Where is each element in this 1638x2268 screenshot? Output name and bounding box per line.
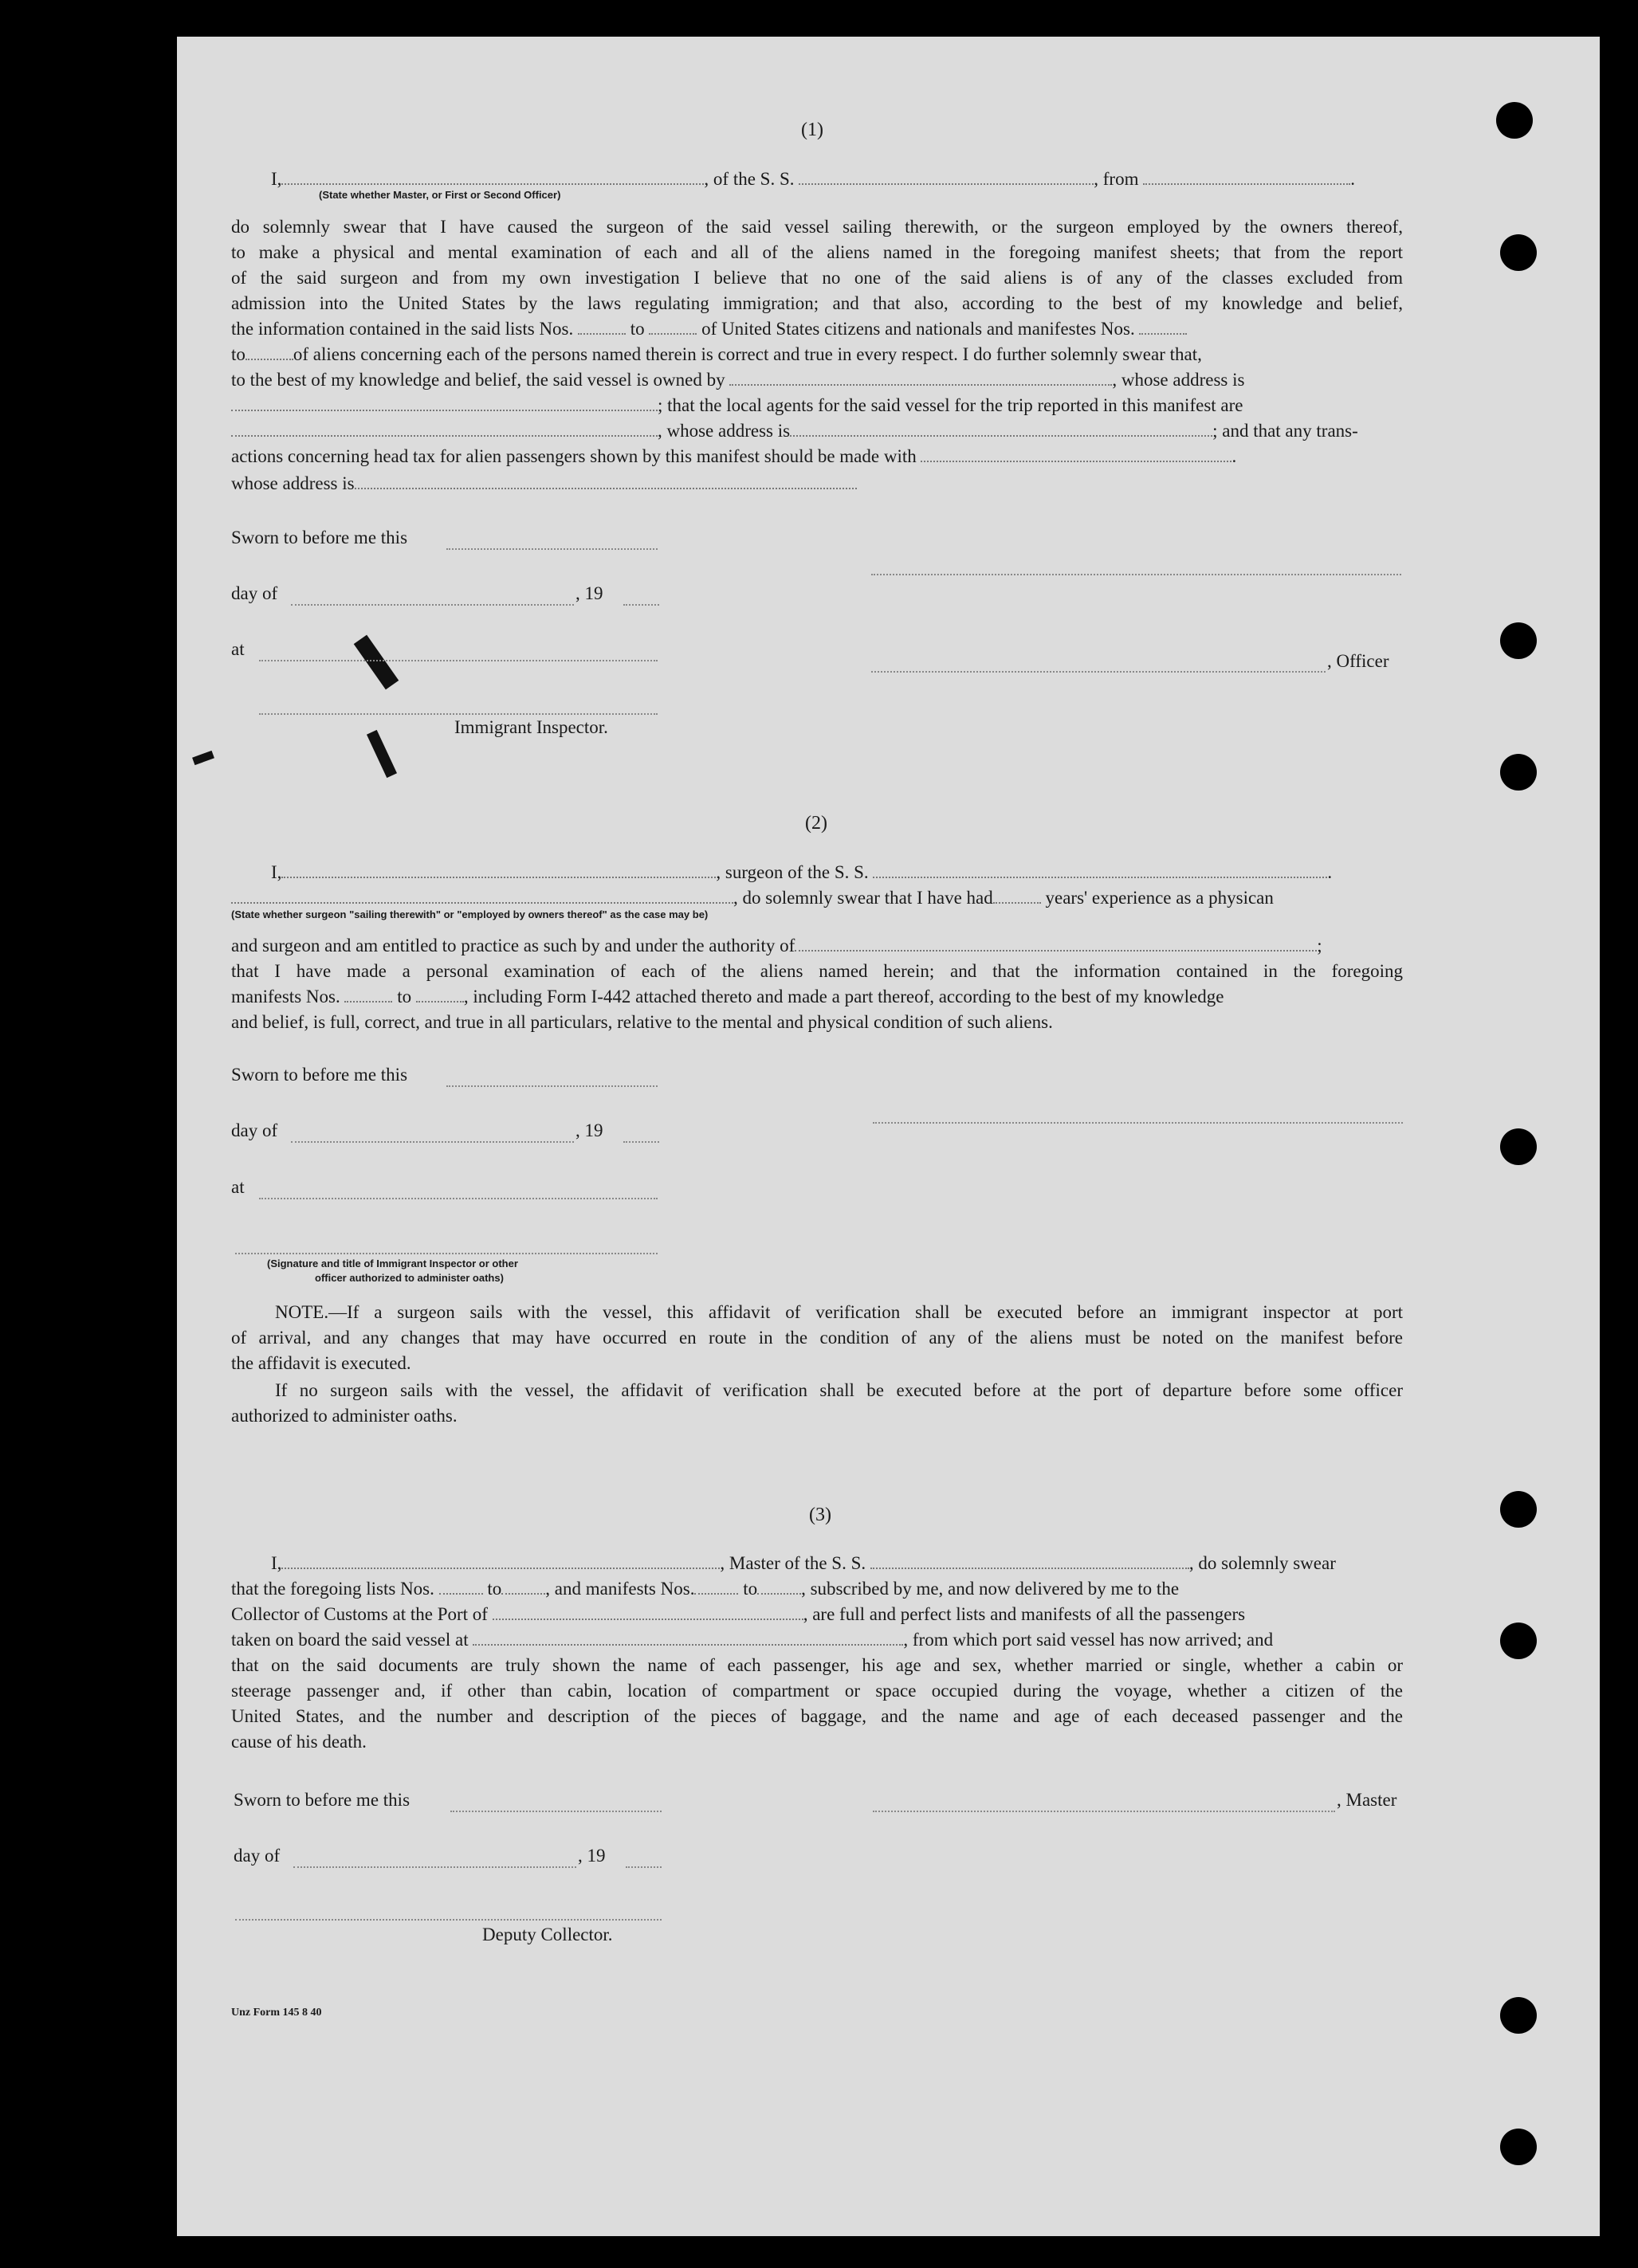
manifests-text: , and manifests Nos. [545,1579,695,1599]
form-id: Unz Form 145 8 40 [231,2007,322,2019]
manifest-to-field[interactable] [246,358,293,360]
year-label: , 19 [578,1846,606,1866]
manifest-from-field[interactable] [344,1000,392,1003]
s3-line4 [231,1626,1403,1653]
taken-text: taken on board the said vessel at [231,1630,469,1650]
port-field[interactable] [493,1618,803,1620]
s2-line3 [231,932,1403,959]
note2-line: If no surgeon sails with the vessel, the affidavit of verification shall be executed before at the port of departure before some officer [275,1380,1403,1400]
s1-text-line: admission into the United States by the laws regulating immigration; and that also, according to the best of my knowledge and belief, [231,293,1403,313]
taken-text-2: , from which port said vessel has now arrived; and [903,1630,1274,1650]
to-text: to [743,1579,758,1599]
s3-text-line: cause of his death. [231,1732,367,1752]
address-text-2: ; and that any trans- [1212,421,1358,441]
vessel-field[interactable] [870,1567,1189,1569]
binder-hole [1500,1623,1537,1659]
s1-i-label: I, [271,169,282,189]
s2-line2 [231,885,1403,911]
s1-agents-line [231,392,1403,418]
ink-stain [367,730,397,778]
s2-i-label: I, [271,862,282,882]
dayof-label: day of [231,1120,278,1140]
s1-to-line [231,341,1403,367]
officer-field[interactable] [871,671,1326,673]
binder-hole [1500,1997,1537,2034]
manifests-text: manifests Nos. [231,987,340,1006]
manifest-to-field[interactable] [416,1000,464,1003]
agents-text: ; that the local agents for the said vessel for the trip reported in this manifest are [658,395,1243,415]
s2-line4: that I have made a personal examination of each of the aliens named herein; and that the information contained in the foregoing [231,961,1403,981]
binder-hole [1496,102,1533,139]
lists-text-2: of United States citizens and nationals and manifestes Nos. [701,319,1135,339]
master-signature-line[interactable] [873,1811,1335,1812]
lists-text: the information contained in the said lists Nos. [231,319,574,339]
departure-port-field[interactable] [473,1643,903,1646]
period: . [1350,169,1355,189]
binder-hole [1500,1491,1537,1528]
tax-text: actions concerning head tax for alien passengers shown by this manifest should be made with [231,446,917,466]
s3-line1 [231,1550,1403,1576]
s1-from-label: , from [1094,169,1139,189]
surgeon-name-field[interactable] [281,876,716,878]
collector-sig-field[interactable] [235,1919,662,1921]
tax-contact-field[interactable] [921,460,1231,462]
note-line: the affidavit is executed. [231,1353,411,1373]
day-field[interactable] [293,1866,576,1868]
year-label: , 19 [575,583,603,603]
at-field[interactable] [259,1198,658,1199]
s3-text-line: that on the said documents are truly shown the name of each passenger, his age and sex, whether married or single, whether a cabin or [231,1655,1403,1675]
year-label: , 19 [575,1120,603,1140]
sworn-date-field[interactable] [446,1085,658,1087]
officer-note: (State whether Master, or First or Second Officer) [319,189,561,201]
binder-hole [1500,1128,1537,1165]
sworn-label: Sworn to before me this [231,1065,408,1085]
year-field[interactable] [626,1866,662,1868]
to-text: to [231,344,246,364]
tax-address-field[interactable] [355,487,857,489]
binder-hole [1500,622,1537,659]
sworn-label: Sworn to before me this [231,528,408,547]
swear-text: , do solemnly swear [1188,1553,1336,1573]
binder-hole [1500,234,1537,271]
dayof-label: day of [231,583,278,603]
agents-field[interactable] [231,434,658,437]
s2-line6: and belief, is full, correct, and true in all particulars, relative to the mental and physical condition of such aliens. [231,1012,1053,1032]
note-line: of arrival, and any changes that may have occurred en route in the condition of any of the aliens must be noted on the manifest before [231,1328,1403,1348]
subscribed-text: , subscribed by me, and now delivered by me to the [801,1579,1180,1599]
ink-stain [354,635,399,690]
s1-whose-line [231,470,1403,496]
s1-ofss-label: , of the S. S. [704,169,795,189]
note-line: NOTE.—If a surgeon sails with the vessel, this affidavit of verification shall be executed before an immigrant inspector at port [275,1302,1403,1322]
surgeon-type-field[interactable] [231,901,733,904]
s2-line5 [231,983,1403,1010]
s3-line2 [231,1575,1403,1602]
owned-text: to the best of my knowledge and belief, the said vessel is owned by [231,370,725,390]
s3-text-line: United States, and the number and description of the pieces of baggage, and the name and age of each deceased passenger and the [231,1706,1403,1726]
at-label: at [231,639,245,659]
owner-address-field[interactable] [231,409,658,411]
collector-label: Deputy Collector. [482,1925,613,1944]
name-field[interactable] [281,182,704,185]
section-number: (2) [805,813,827,834]
swear-text: , do solemnly swear that I have had [733,888,993,908]
s3-text-line: steerage passenger and, if other than cabin, location of compartment or space occupied during the voyage, whether a citizen of the [231,1681,1403,1701]
section-number: (3) [809,1505,831,1525]
address-text: , whose address is [658,421,791,441]
list-from-field[interactable] [439,1592,483,1595]
s1-text-line: of the said surgeon and from my own investigation I believe that no one of the said aliens is of any of the classes excluded from [231,268,1403,288]
section-number: (1) [801,120,823,140]
surgeon-signature-line[interactable] [873,1122,1403,1124]
authority-text: and surgeon and am entitled to practice as such by and under the authority of [231,936,795,955]
s3-line3 [231,1601,1403,1627]
lists-text: that the foregoing lists Nos. [231,1579,434,1599]
day-field[interactable] [291,604,574,606]
sworn-date-field[interactable] [450,1811,662,1812]
manifest-no-field[interactable] [1139,332,1187,335]
day-field[interactable] [291,1141,574,1143]
note2-line: authorized to administer oaths. [231,1406,458,1426]
years-text: years' experience as a physican [1045,888,1274,908]
whose-text: whose address is [231,473,355,493]
collector-text-2: , are full and perfect lists and manifests of all the passengers [803,1604,1246,1624]
to-text: to [487,1579,502,1599]
master-text: , Master of the S. S. [720,1553,866,1573]
s1-text-line: to make a physical and mental examination of each and all of the aliens named in the foregoing manifest sheets; that from the report [231,242,1403,262]
ink-stain [192,751,214,765]
master-name-field[interactable] [281,1567,720,1569]
owned-text-2: , whose address is [1112,370,1245,390]
year-field[interactable] [623,604,659,606]
s2-line1 [231,859,1403,885]
list-no-to-field[interactable] [649,332,697,335]
period: . [1231,446,1237,466]
to-text: to [630,319,645,339]
sworn-date-field[interactable] [446,548,658,550]
sig-note-1: (Signature and title of Immigrant Inspector or other [267,1258,518,1269]
collector-text: Collector of Customs at the Port of [231,1604,488,1624]
binder-hole [1500,754,1537,791]
from-field[interactable] [1143,182,1350,185]
s1-owned-line [231,367,1403,393]
manifest-to-field[interactable] [757,1592,801,1595]
vessel-field[interactable] [873,876,1327,878]
owner-field[interactable] [729,383,1112,386]
list-to-field[interactable] [501,1592,545,1595]
to-text: to [397,987,412,1006]
master-label: , Master [1337,1790,1397,1810]
authority-field[interactable] [795,949,1317,952]
semicolon: ; [1317,936,1322,955]
s3-i-label: I, [271,1553,282,1573]
s1-text-line: do solemnly swear that I have caused the surgeon of the said vessel sailing therewith, or the surgeon employed by the owners thereof, [231,217,1403,237]
sworn-label: Sworn to before me this [234,1790,410,1810]
agents-address-field[interactable] [790,434,1212,437]
binder-hole [1500,2129,1537,2165]
list-no-from-field[interactable] [578,332,626,335]
manifest-from-field[interactable] [694,1592,738,1595]
s1-tax-line [231,443,1403,469]
officer-label: , Officer [1327,651,1389,671]
years-field[interactable] [993,901,1041,904]
at-label: at [231,1177,245,1197]
to-text-2: of aliens concerning each of the persons named therein is correct and true in every respect. I do further solemnly swear that, [293,344,1202,364]
sig-note-2: officer authorized to administer oaths) [315,1272,504,1284]
manifests-text-2: , including Form I-442 attached thereto and made a part thereof, according to the best of my knowledge [463,987,1224,1006]
inspector-label: Immigrant Inspector. [454,717,608,737]
year-field[interactable] [623,1141,659,1143]
inspector-sig-field[interactable] [235,1253,658,1254]
s1-address-line [231,418,1403,444]
s1-lists-line [231,316,1403,342]
surgeon-note: (State whether surgeon "sailing therewith" or "employed by owners thereof" as the case may be) [231,908,709,920]
at-field[interactable] [259,660,658,661]
dayof-label: day of [234,1846,281,1866]
inspector-sig-field[interactable] [259,713,658,715]
surgeon-label: , surgeon of the S. S. [716,862,869,882]
vessel-field[interactable] [799,182,1094,185]
period: . [1327,862,1333,882]
signature-line[interactable] [871,574,1401,575]
